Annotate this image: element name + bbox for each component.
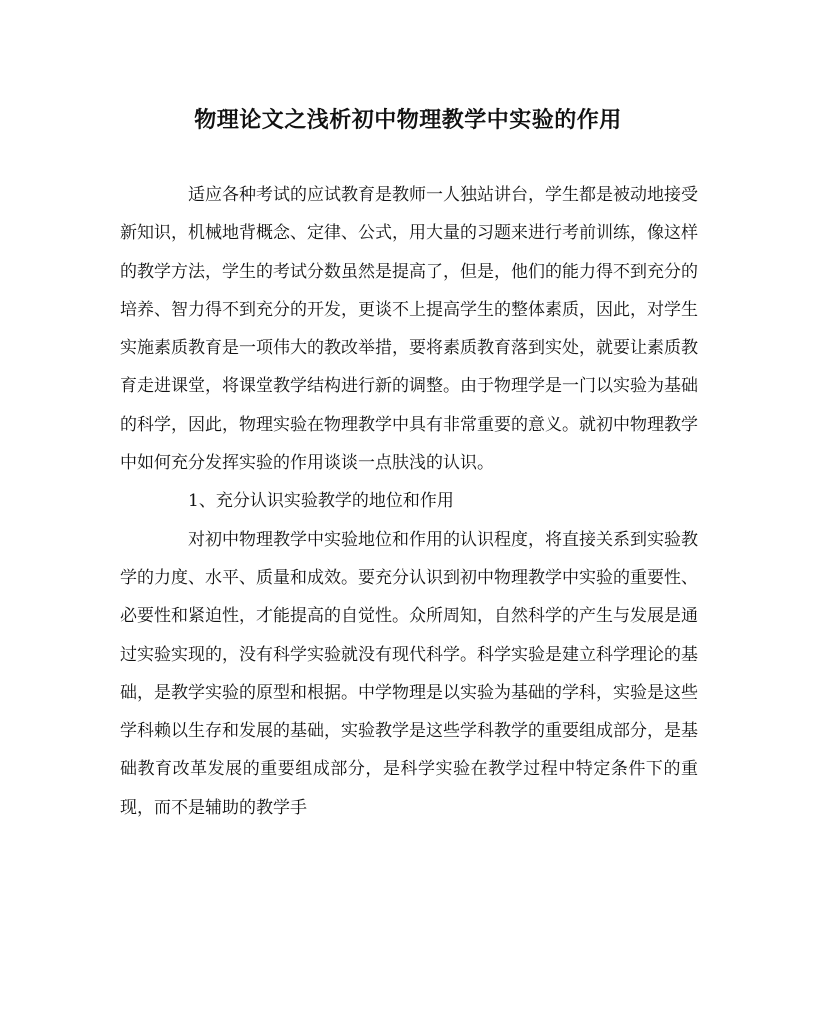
paragraph-section-1: 对初中物理教学中实验地位和作用的认识程度，将直接关系到实验教学的力度、水平、质量和成效。要充分认识到初中物理教学中实验的重要性、必要性和紧迫性，才能提高的自觉性。众所周知，自然科学的产生与发展是通过实验实现的，没有科学实验就没有现代科学。科学实验是建立科学理论的基础，是教学实验的原型和根据。中学物理是以实验为基础的学科，实验是这些学科赖以生存和发展的基础，实验教学是这些学科教学的重要组成部分，是基础教育改革发展的重要组成部分，是科学实验在教学过程中特定条件下的重现，而不是辅助的教学手: [120, 529, 698, 818]
document-title: 物理论文之浅析初中物理教学中实验的作用: [194, 107, 622, 133]
paragraph-intro: 适应各种考试的应试教育是教师一人独站讲台，学生都是被动地接受新知识，机械地背概念、定律、公式，用大量的习题来进行考前训练，像这样的教学方法，学生的考试分数虽然是提高了，但是，他们的能力得不到充分的培养、智力得不到充分的开发，更谈不上提高学生的整体素质，因此，对学生实施素质教育是一项伟大的教改举措，要将素质教育落到实处，就要让素质教育走进课堂，将课堂教学结构进行新的调整。由于物理学是一门以实验为基础的科学，因此，物理实验在物理教学中具有非常重要的意义。就初中物理教学中如何充分发挥实验的作用谈谈一点肤浅的认识。: [120, 185, 698, 474]
document-body: [120, 176, 698, 827]
section-heading: 1、充分认识实验教学的地位和作用: [188, 491, 454, 512]
